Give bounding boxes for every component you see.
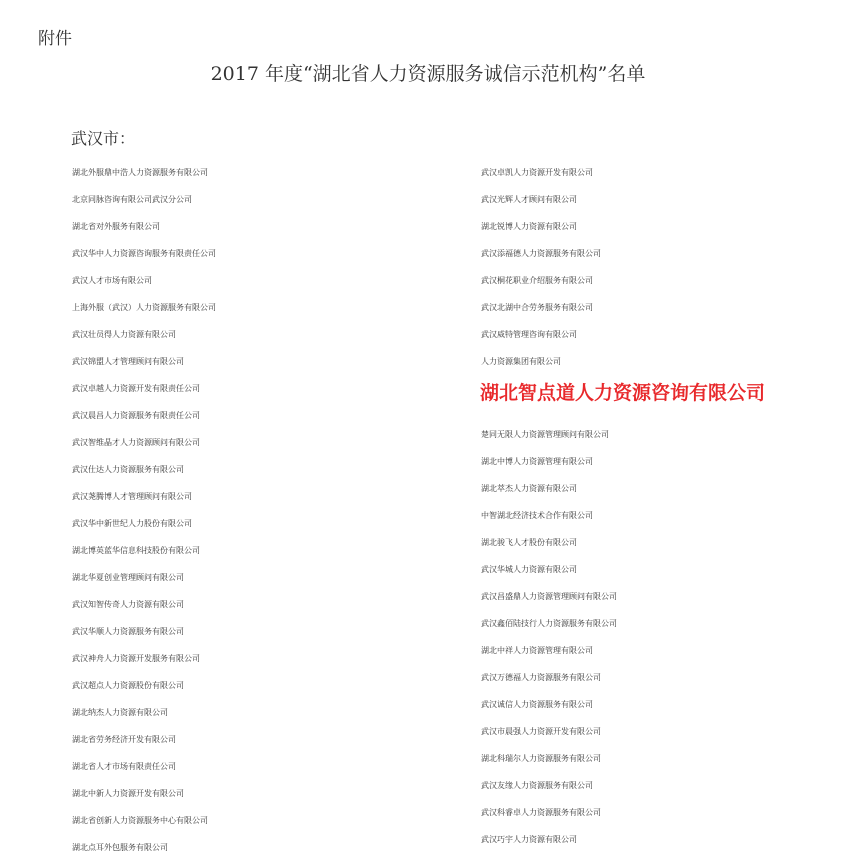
city-heading: 武汉市：	[71, 129, 136, 148]
list-item: 武汉卓越人力资源开发有限责任公司	[72, 384, 200, 393]
list-item: 湖北中祥人力资源管理有限公司	[481, 646, 593, 655]
list-item: 武汉光辉人才顾问有限公司	[481, 195, 577, 204]
list-item: 武汉华城人力资源有限公司	[481, 565, 577, 574]
list-item: 湖北纳杰人力资源有限公司	[72, 708, 168, 717]
list-item: 湖北省劳务经济开发有限公司	[72, 735, 176, 744]
list-item: 湖北中新人力资源开发有限公司	[72, 789, 184, 798]
list-item: 武汉昌盛鼎人力资源管理顾问有限公司	[481, 592, 617, 601]
list-item: 武汉卓凯人力资源开发有限公司	[481, 168, 593, 177]
list-item: 武汉北湖中合劳务服务有限公司	[481, 303, 593, 312]
list-item: 湖北省人才市场有限责任公司	[72, 762, 176, 771]
document-title: 2017 年度“湖北省人力资源服务诚信示范机构”名单	[210, 63, 646, 85]
list-item: 武汉科睿卓人力资源服务有限公司	[481, 808, 601, 817]
list-item: 湖北萃杰人力资源有限公司	[481, 484, 577, 493]
list-item: 武汉华中人力资源咨询服务有限责任公司	[72, 249, 216, 258]
list-item: 湖北科瑞尔人力资源服务有限公司	[481, 754, 601, 763]
list-item: 武汉桐花职业介绍服务有限公司	[481, 276, 593, 285]
list-item: 湖北骏飞人才股份有限公司	[481, 538, 577, 547]
attachment-label: 附件	[38, 29, 72, 49]
list-item: 武汉市晨强人力资源开发有限公司	[481, 727, 601, 736]
list-item: 武汉锦盟人才管理顾问有限公司	[72, 357, 184, 366]
list-item: 武汉壮员得人力资源有限公司	[72, 330, 176, 339]
list-item: 湖北中博人力资源管理有限公司	[481, 457, 593, 466]
list-item: 人力资源集团有限公司	[481, 357, 561, 366]
list-item: 湖北华夏创业管理顾问有限公司	[72, 573, 184, 582]
list-item: 武汉友缘人力资源服务有限公司	[481, 781, 593, 790]
list-item: 湖北点耳外包服务有限公司	[72, 843, 168, 852]
list-item: 武汉荛腾博人才管理顾问有限公司	[72, 492, 192, 501]
list-item: 武汉万德福人力资源服务有限公司	[481, 673, 601, 682]
list-item: 湖北博英蓝华信息科技股份有限公司	[72, 546, 200, 555]
list-item: 武汉超点人力资源股份有限公司	[72, 681, 184, 690]
list-item: 湖北锐博人力资源有限公司	[481, 222, 577, 231]
left-org-list	[72, 163, 216, 865]
list-item: 湖北外服鼎中浩人力资源服务有限公司	[72, 168, 208, 177]
list-item: 武汉华顺人力资源服务有限公司	[72, 627, 184, 636]
list-item: 武汉巧宇人力资源有限公司	[481, 835, 577, 844]
list-item: 武汉神舟人力资源开发服务有限公司	[72, 654, 200, 663]
list-item: 中智湖北经济技术合作有限公司	[481, 511, 593, 520]
list-item: 武汉人才市场有限公司	[72, 276, 152, 285]
list-item: 武汉华中新世纪人力股份有限公司	[72, 519, 192, 528]
list-item: 上海外服（武汉）人力资源服务有限公司	[72, 303, 216, 312]
list-item: 湖北省创新人力资源服务中心有限公司	[72, 816, 208, 825]
list-item: 武汉智维晶才人力资源顾问有限公司	[72, 438, 200, 447]
list-item: 武汉仕达人力资源服务有限公司	[72, 465, 184, 474]
list-item: 武汉威特管理咨询有限公司	[481, 330, 577, 339]
list-item: 武汉添福德人力资源服务有限公司	[481, 249, 601, 258]
list-item: 湖北省对外服务有限公司	[72, 222, 160, 231]
list-item: 武汉晨昌人力资源服务有限责任公司	[72, 411, 200, 420]
list-item: 武汉诚信人力资源服务有限公司	[481, 700, 593, 709]
list-item: 武汉鑫佰陆技行人力资源服务有限公司	[481, 619, 617, 628]
list-item: 楚同无限人力资源管理顾问有限公司	[481, 430, 609, 439]
right-org-list	[481, 163, 765, 857]
list-item: 北京同脉咨询有限公司武汉分公司	[72, 195, 192, 204]
list-item: 武汉知智传奇人力资源有限公司	[72, 600, 184, 609]
highlighted-list-item: 湖北智点道人力资源咨询有限公司	[480, 382, 766, 404]
